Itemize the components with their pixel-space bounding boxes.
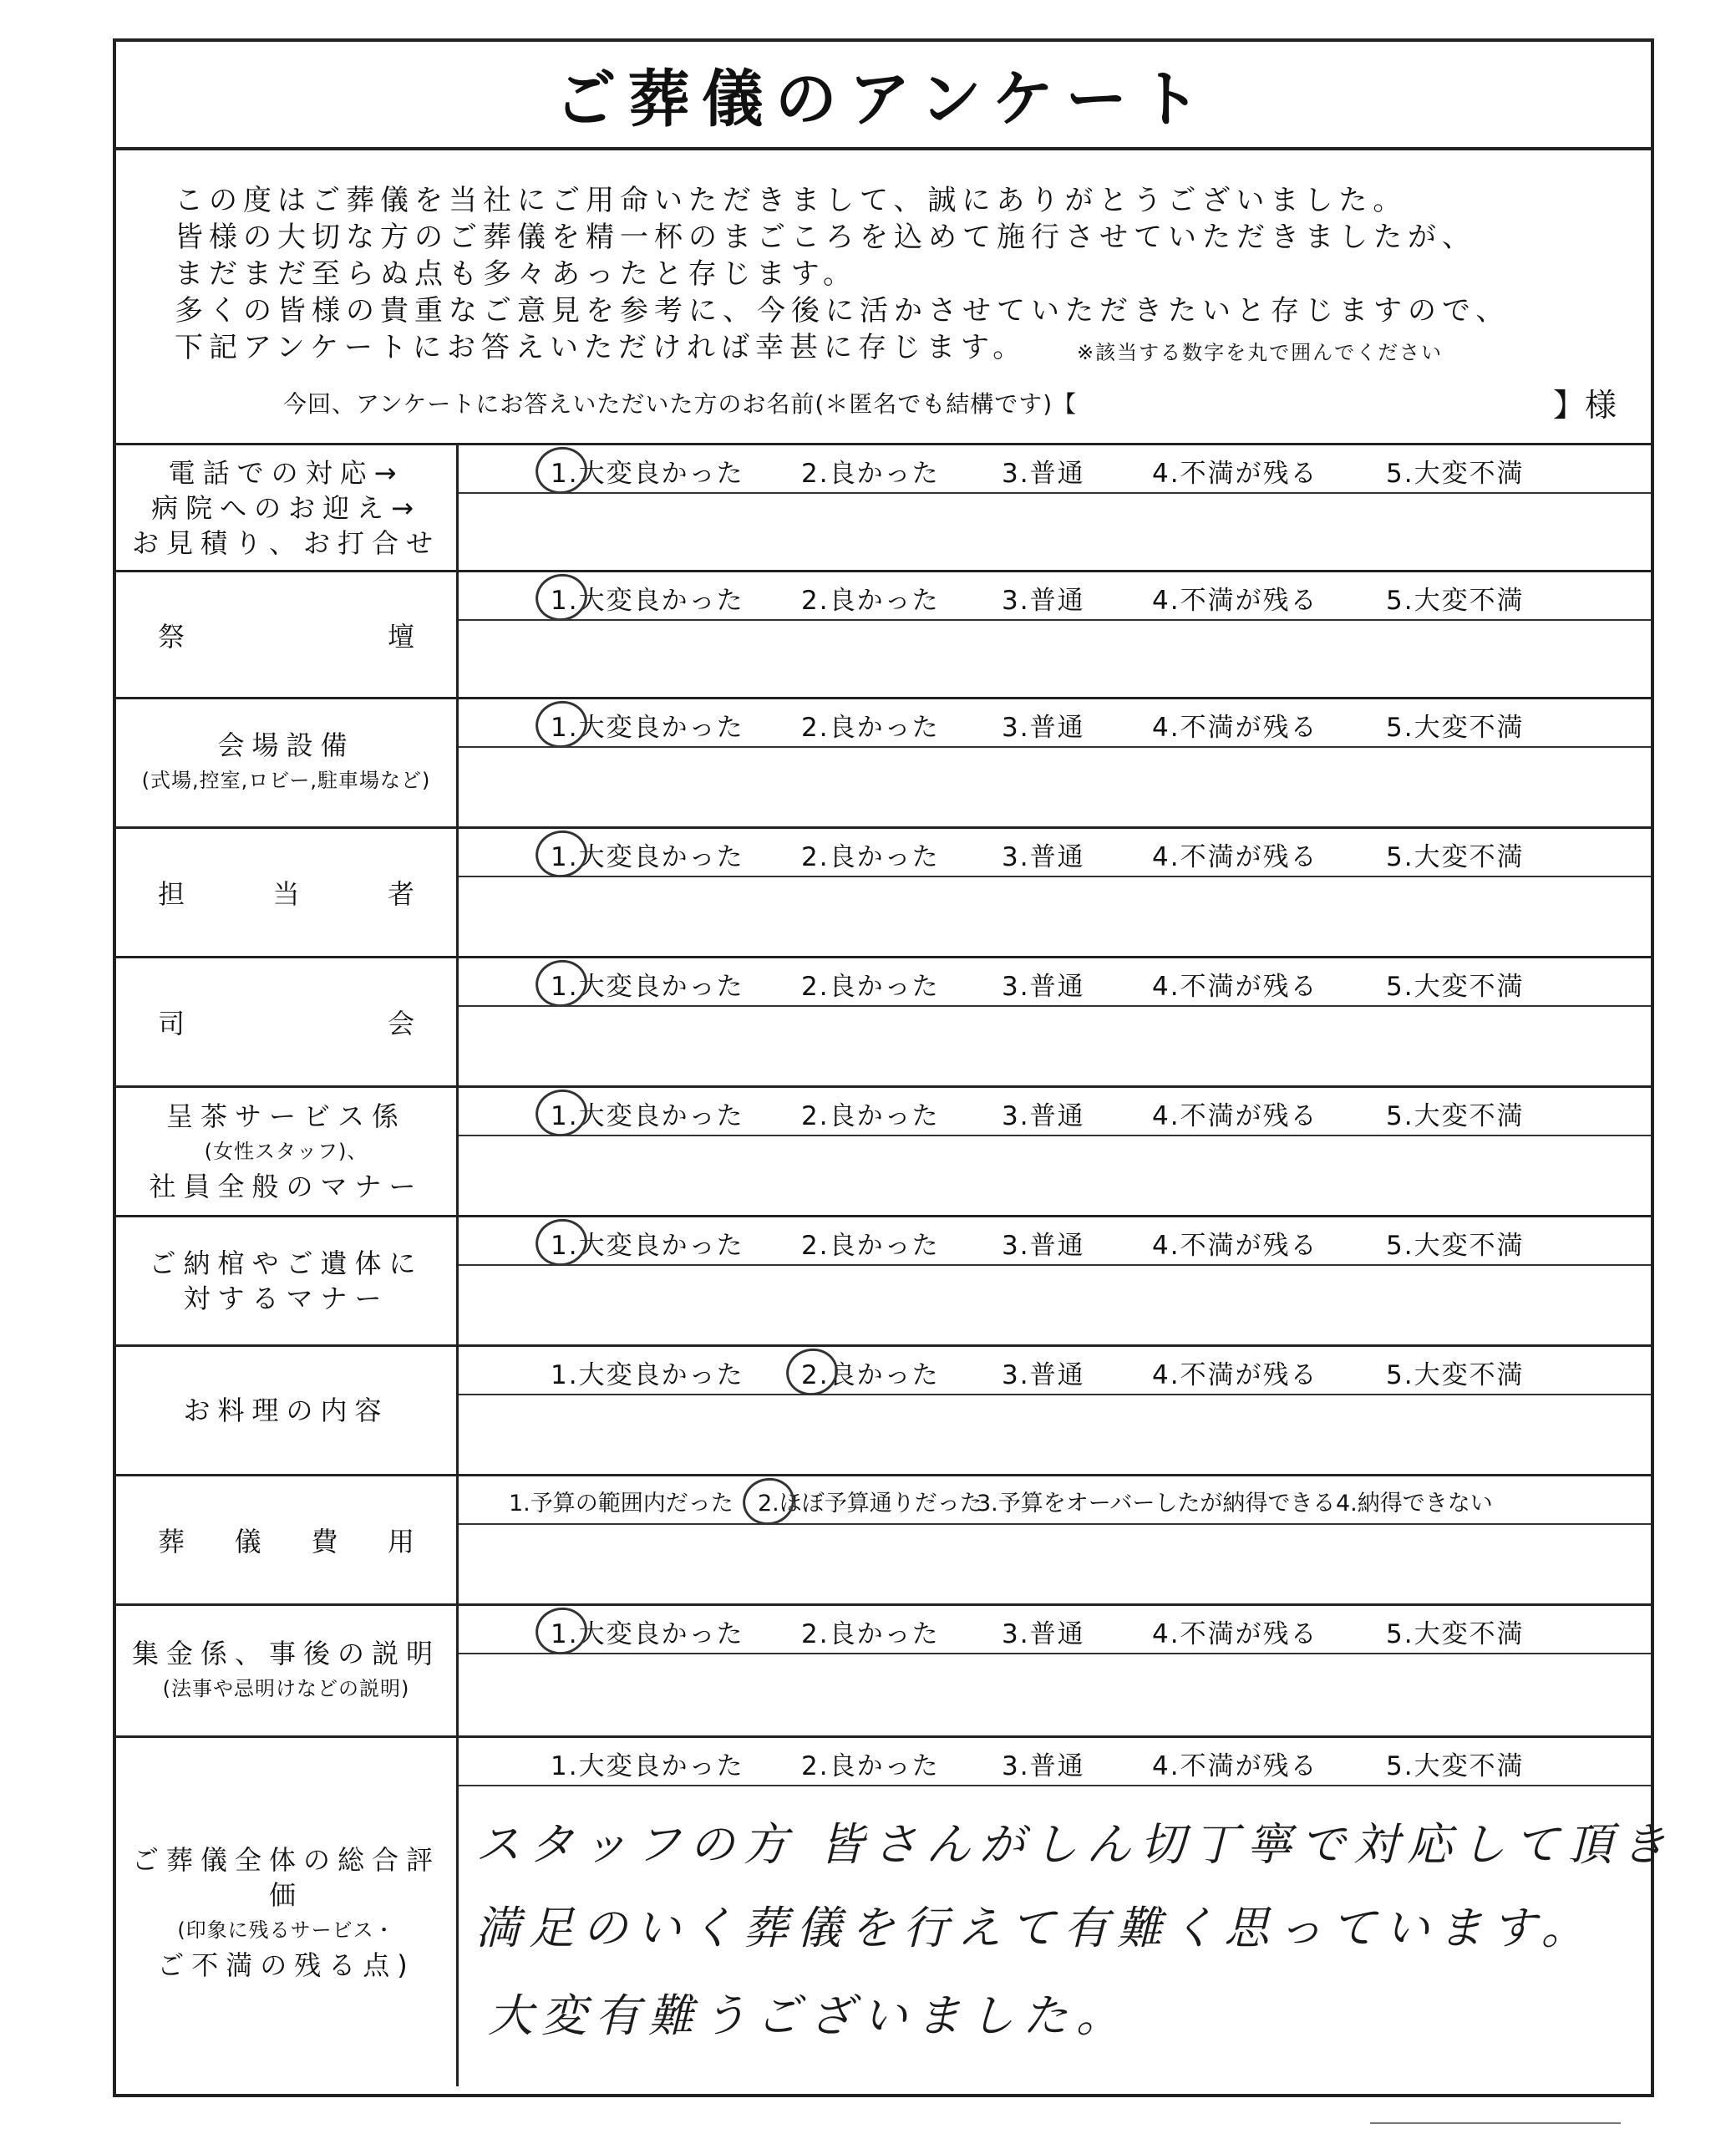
options-row — [459, 829, 1651, 877]
question-label — [116, 572, 459, 697]
rating-option[interactable]: 2.良かった — [801, 1231, 940, 1261]
question-label — [116, 958, 459, 1085]
rating-option[interactable]: 2.良かった — [801, 1751, 940, 1781]
options-row — [459, 572, 1651, 621]
handwritten-comment — [116, 1738, 1675, 2086]
rating-option[interactable]: 3.普通 — [1002, 1101, 1085, 1131]
rating-option[interactable]: 3.普通 — [1002, 972, 1085, 1002]
selection-circle — [531, 1214, 591, 1271]
question-row — [116, 570, 1651, 697]
intro-line: この度はご葬儀を当社にご用命いただきまして、誠にありがとうございました。 — [175, 184, 1408, 217]
comment-line: 満足のいく葬儀を行えて有難く思っています。 — [475, 1902, 1595, 1954]
label-line: ご不満の残る点) — [157, 1948, 415, 1981]
rating-option[interactable]: 3.普通 — [1002, 586, 1085, 616]
options-row — [459, 445, 1651, 494]
label-line: 司 — [158, 1008, 185, 1039]
question-label-text — [158, 616, 414, 654]
label-line: 対するマナー — [183, 1283, 389, 1314]
question-label — [116, 1217, 459, 1344]
label-line: お料理の内容 — [183, 1395, 389, 1426]
question-label-text — [158, 873, 414, 912]
rating-option[interactable]: 4.不満が残る — [1152, 842, 1318, 872]
label-line: (式場,控室,ロビー,駐車場など) — [141, 769, 431, 792]
rating-option[interactable]: 3.普通 — [1002, 1231, 1085, 1261]
question-row — [116, 1344, 1651, 1474]
rating-option[interactable]: 3.普通 — [1002, 713, 1085, 743]
rating-option[interactable]: 4.不満が残る — [1152, 586, 1318, 616]
rating-option[interactable]: 4.不満が残る — [1152, 1360, 1318, 1390]
rating-option[interactable]: 4.不満が残る — [1152, 1619, 1318, 1649]
name-prompt: 今回、アンケートにお答えいただいた方のお名前(＊匿名でも結構です)【 — [283, 390, 1078, 418]
rating-option[interactable]: 2.ほぼ予算通りだった — [758, 1491, 982, 1517]
label-line: (女性スタッフ)、 — [204, 1140, 368, 1163]
question-label — [116, 1088, 459, 1215]
question-label-text — [116, 1393, 456, 1428]
label-line: ご葬儀全体の総合評価 — [131, 1843, 440, 1911]
label-line: 集金係、事後の説明 — [131, 1637, 440, 1669]
options-row — [459, 1476, 1651, 1525]
rating-option[interactable]: 1.予算の範囲内だった — [509, 1491, 733, 1517]
rating-option[interactable]: 2.良かった — [801, 842, 940, 872]
rating-option[interactable]: 3.普通 — [1002, 842, 1085, 872]
rating-option[interactable]: 5.大変不満 — [1386, 713, 1525, 743]
label-line: 会場設備 — [217, 729, 355, 761]
label-line: 電話での対応→ — [168, 456, 404, 489]
rating-option[interactable]: 2.良かった — [801, 459, 940, 489]
rating-option[interactable]: 1.大変良かった — [551, 1101, 744, 1131]
label-line: 担 — [158, 878, 185, 910]
question-row — [116, 826, 1651, 956]
rating-option[interactable]: 5.大変不満 — [1386, 972, 1525, 1002]
rating-option[interactable]: 1.大変良かった — [551, 1360, 744, 1390]
options-row — [459, 958, 1651, 1007]
rating-option[interactable]: 5.大変不満 — [1386, 586, 1525, 616]
rating-option[interactable]: 4.不満が残る — [1152, 1101, 1318, 1131]
rating-option[interactable]: 3.普通 — [1002, 1360, 1085, 1390]
selection-circle — [739, 1473, 799, 1530]
name-suffix: 】様 — [1553, 387, 1617, 424]
selection-circle — [531, 569, 591, 626]
rating-option[interactable]: 2.良かった — [801, 1360, 940, 1390]
question-label — [116, 1347, 459, 1474]
question-row — [116, 1215, 1651, 1344]
selection-circle — [531, 1085, 591, 1141]
selection-circle — [782, 1344, 842, 1400]
question-row — [116, 697, 1651, 826]
label-line: 当 — [272, 878, 300, 910]
question-label — [116, 1606, 459, 1735]
label-line: ご納棺やご遺体に — [149, 1247, 424, 1279]
title-box — [116, 42, 1651, 150]
intro-line: 皆様の大切な方のご葬儀を精一杯のまごころを込めて施行させていただきましたが、 — [175, 221, 1476, 254]
rating-option[interactable]: 1.大変良かった — [551, 972, 744, 1002]
question-row — [116, 1085, 1651, 1215]
question-label — [116, 1476, 459, 1603]
options-row — [459, 1606, 1651, 1654]
rating-option[interactable]: 3.普通 — [1002, 459, 1085, 489]
rating-option[interactable]: 4.不満が残る — [1152, 1751, 1318, 1781]
label-line: 病院へのお迎え→ — [151, 491, 421, 524]
selection-circle — [531, 1603, 591, 1659]
options-row — [459, 699, 1651, 748]
options-row — [459, 1347, 1651, 1395]
selection-circle — [531, 955, 591, 1012]
rating-option[interactable]: 1.大変良かった — [551, 842, 744, 872]
rating-option[interactable]: 1.大変良かった — [551, 1231, 744, 1261]
question-row — [116, 443, 1651, 570]
page-edge-mark — [1370, 2122, 1621, 2134]
rating-option[interactable]: 5.大変不満 — [1386, 1751, 1525, 1781]
question-label — [116, 445, 459, 570]
comment-line: スタッフの方 皆さんがしん切丁寧で対応して頂き — [475, 1818, 1675, 1871]
label-line: 儀 — [234, 1526, 261, 1557]
intro-line: 下記アンケートにお答えいただければ幸甚に存じます。 — [175, 331, 1028, 364]
selection-circle — [531, 442, 591, 499]
comment-line: 大変有難うございました。 — [488, 1989, 1129, 2042]
rating-option[interactable]: 5.大変不満 — [1386, 1231, 1525, 1261]
rating-option[interactable]: 2.良かった — [801, 1619, 940, 1649]
circle-instruction: ※該当する数字を丸で囲んでください — [1077, 341, 1444, 364]
rating-option[interactable]: 5.大変不満 — [1386, 1360, 1525, 1390]
label-line: 費 — [311, 1526, 338, 1557]
rating-option[interactable]: 4.不満が残る — [1152, 972, 1318, 1002]
question-label — [116, 699, 459, 826]
label-line: 会 — [387, 1008, 414, 1039]
question-row — [116, 1735, 1675, 2086]
question-label-text — [116, 1636, 456, 1706]
question-label-text — [116, 1099, 456, 1204]
rating-option[interactable]: 2.良かった — [801, 586, 940, 616]
question-label — [116, 829, 459, 956]
rating-option[interactable]: 3.普通 — [1002, 1619, 1085, 1649]
intro-line: 多くの皆様の貴重なご意見を参考に、今後に活かさせていただきたいと存じますので、 — [175, 294, 1510, 328]
rating-option[interactable]: 4.納得できない — [1336, 1491, 1493, 1517]
question-label-text — [116, 455, 456, 561]
label-line: (法事や忌明けなどの説明) — [162, 1676, 410, 1700]
rating-option[interactable]: 5.大変不満 — [1386, 459, 1525, 489]
label-line: 用 — [387, 1526, 414, 1557]
label-line: 呈茶サービス係 — [165, 1100, 406, 1132]
question-label-text — [158, 1003, 414, 1041]
label-line: お見積り、お打合せ — [131, 526, 440, 559]
rating-option[interactable]: 1.大変良かった — [551, 586, 744, 616]
selection-circle — [531, 696, 591, 753]
page-title: ご葬儀のアンケート — [554, 64, 1213, 135]
rating-option[interactable]: 2.良かった — [801, 1101, 940, 1131]
options-row — [459, 1088, 1651, 1136]
rating-option[interactable]: 1.大変良かった — [551, 459, 744, 489]
rating-option[interactable]: 3.普通 — [1002, 1751, 1085, 1781]
rating-option[interactable]: 2.良かった — [801, 972, 940, 1002]
rating-option[interactable]: 1.大変良かった — [551, 713, 744, 743]
label-line: 葬 — [158, 1526, 185, 1557]
intro-line: まだまだ至らぬ点も多々あったと存じます。 — [175, 257, 857, 291]
rating-option[interactable]: 4.不満が残る — [1152, 713, 1318, 743]
rating-option[interactable]: 1.大変良かった — [551, 1619, 744, 1649]
selection-circle — [531, 826, 591, 882]
question-label-text — [158, 1521, 414, 1559]
rating-option[interactable]: 4.不満が残る — [1152, 1231, 1318, 1261]
rating-option[interactable]: 3.予算をオーバーしたが納得できる — [977, 1491, 1336, 1517]
label-line: 社員全般のマナー — [149, 1171, 424, 1202]
question-row — [116, 956, 1651, 1085]
survey-sheet — [113, 38, 1675, 2097]
rating-option[interactable]: 5.大変不満 — [1386, 1101, 1525, 1131]
label-line: 壇 — [387, 620, 414, 653]
label-line: 祭 — [158, 620, 185, 653]
question-row — [116, 1603, 1651, 1735]
rating-option[interactable]: 5.大変不満 — [1386, 1619, 1525, 1649]
rating-option[interactable]: 5.大変不満 — [1386, 842, 1525, 872]
label-line: 者 — [387, 878, 414, 910]
options-row — [459, 1217, 1651, 1266]
rating-option[interactable]: 4.不満が残る — [1152, 459, 1318, 489]
question-label-text — [116, 728, 456, 798]
question-row — [116, 1474, 1651, 1603]
rating-option[interactable]: 2.良かった — [801, 713, 940, 743]
rating-option[interactable]: 1.大変良かった — [551, 1751, 744, 1781]
label-line: (印象に残るサービス・ — [177, 1918, 395, 1942]
question-label-text — [116, 1246, 456, 1316]
